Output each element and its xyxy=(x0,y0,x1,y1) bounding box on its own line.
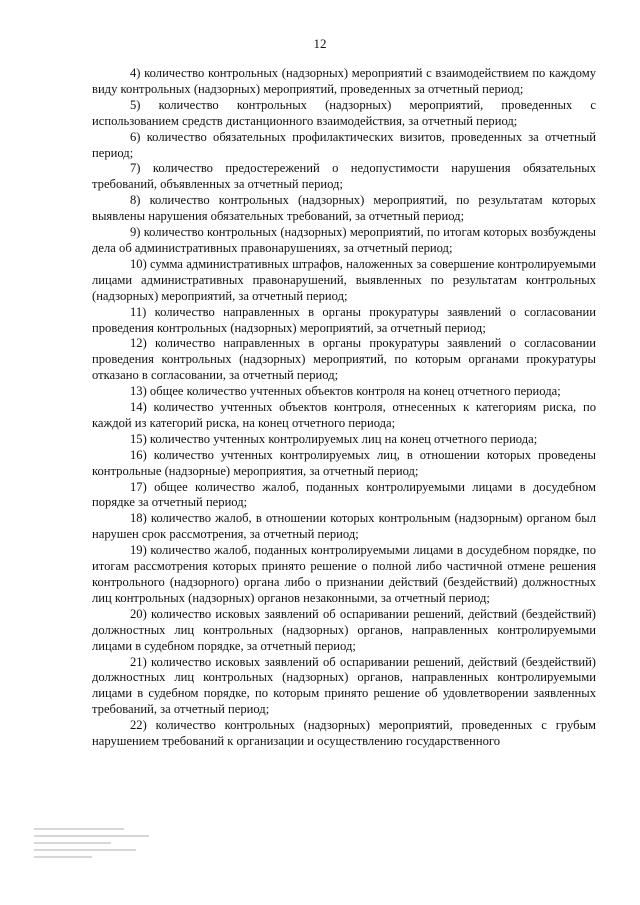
list-item-7: 7) количество предостережений о недопустимости нарушения обязательных требований, объявленных за отчетный период; xyxy=(92,161,596,192)
list-item-5: 5) количество контрольных (надзорных) мероприятий, проведенных с использованием средств дистанционного взаимодействия, за отчетный период; xyxy=(92,97,596,128)
list-item-20: 20) количество исковых заявлений об оспаривании решений, действий (бездействий) должностных лиц контрольных (надзорных) органов, направленных контролируемыми лицами в судебном порядке, за отчетный период; xyxy=(92,606,596,653)
list-item-11: 11) количество направленных в органы прокуратуры заявлений о согласовании проведения контрольных (надзорных) мероприятий, за отчетный период; xyxy=(92,304,596,335)
list-item-15: 15) количество учтенных контролируемых лиц на конец отчетного периода; xyxy=(130,431,538,446)
list-item-12: 12) количество направленных в органы прокуратуры заявлений о согласовании проведения контрольных (надзорных) мероприятий, по которым органами прокуратуры отказано в согласовании, за отчетный период; xyxy=(92,336,596,383)
list-item-17: 17) общее количество жалоб, поданных контролируемыми лицами в досудебном порядке за отчетный период; xyxy=(92,479,596,510)
list-item-8: 8) количество контрольных (надзорных) мероприятий, по результатам которых выявлены нарушения обязательных требований, за отчетный период; xyxy=(92,193,596,224)
page-number: 12 xyxy=(313,36,327,51)
list-item-18: 18) количество жалоб, в отношении которых контрольным (надзорным) органом был нарушен срок рассмотрения, за отчетный период; xyxy=(92,511,596,542)
list-item-9: 9) количество контрольных (надзорных) мероприятий, по итогам которых возбуждены дела об административных правонарушениях, за отчетный период; xyxy=(92,225,596,255)
list-item-10: 10) сумма административных штрафов, наложенных за совершение контролируемыми лицами административных правонарушений, выявленных по результатам контрольных (надзорных) мероприятий, за отчетный период; xyxy=(92,256,596,303)
list-item-13: 13) общее количество учтенных объектов контроля на конец отчетного периода; xyxy=(130,384,561,399)
list-item-22: 22) количество контрольных (надзорных) мероприятий, проведенных с грубым нарушением требований к организации и осуществлению государственного xyxy=(92,718,596,749)
list-item-19: 19) количество жалоб, поданных контролируемыми лицами в досудебном порядке, по итогам рассмотрения которых принято решение о полной либо частичной отмене решения контрольного (надзорного) органа либо о признании действий (бездействий) должностных лиц контрольных (надзорных) органов незаконными, за отчетный период; xyxy=(92,543,596,605)
list-item-14: 14) количество учтенных объектов контроля, отнесенных к категориям риска, по каждой из категорий риска, на конец отчетного периода; xyxy=(92,400,596,430)
faded-stamp-mark xyxy=(34,828,162,878)
list-item-16: 16) количество учтенных контролируемых лиц, в отношении которых проведены контрольные (надзорные) мероприятия, за отчетный период; xyxy=(92,447,596,478)
document-body xyxy=(92,66,596,750)
list-item-21: 21) количество исковых заявлений об оспаривании решений, действий (бездействий) должностных лиц контрольных (надзорных) органов, направленных контролируемыми лицами в судебном порядке, по которым принято решение об удовлетворении заявленных требований, за отчетный период; xyxy=(92,654,596,717)
list-item-4: 4) количество контрольных (надзорных) мероприятий с взаимодействием по каждому виду контрольных (надзорных) мероприятий, проведенных за отчетный период; xyxy=(92,66,596,96)
list-item-6: 6) количество обязательных профилактических визитов, проведенных за отчетный период; xyxy=(92,129,596,160)
